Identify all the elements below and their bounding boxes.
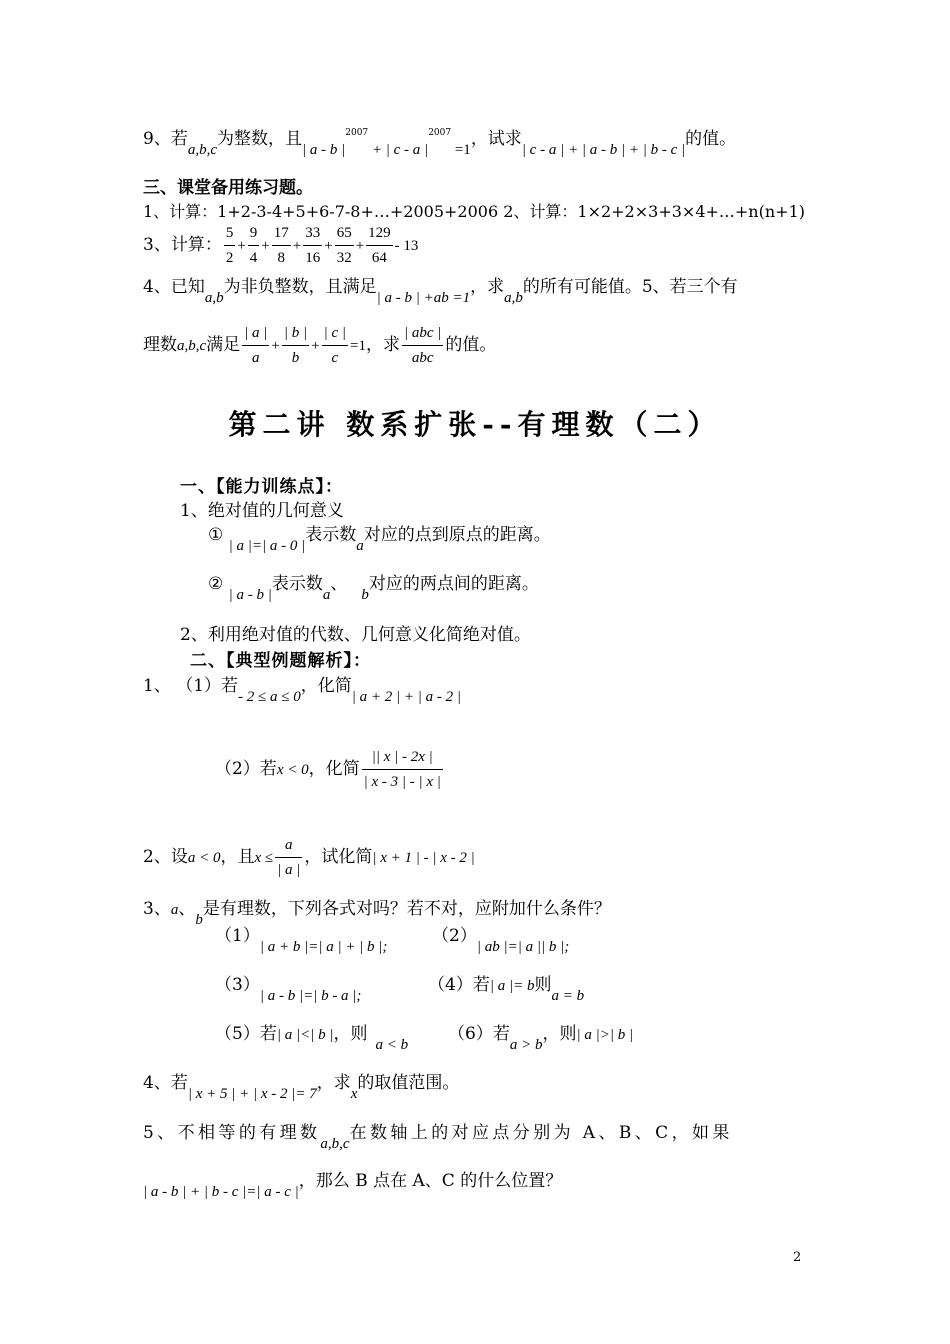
example-4-var: x [350, 1086, 358, 1102]
example-2-denominator: | a | [275, 857, 302, 881]
q3-fractions [222, 225, 395, 266]
example-5-equation: | a - b | + | b - c |=| a - c | [143, 1184, 299, 1200]
case-2-separator: 、 [330, 574, 348, 594]
example-1b-condition: x < 0 [276, 762, 309, 778]
example-1-condition: - 2 ≤ a ≤ 0 [238, 689, 301, 705]
circled-two-marker: ② [208, 574, 224, 594]
q5-label: 理数 [143, 335, 177, 355]
example-4 [143, 1072, 460, 1102]
section-3-q4 [143, 276, 738, 306]
example-2-condition: a < 0 [187, 850, 221, 866]
example-5-vars: a,b,c [320, 1136, 350, 1152]
problem-9-expression: | c - a | + | a - b | + | b - c | [521, 142, 686, 158]
problem-9-equals: =1 [451, 142, 471, 158]
e3-5-label: （5）若 [215, 1024, 277, 1044]
e3-5-then: ，则 [333, 1024, 368, 1044]
q5-plus-sign: + [311, 338, 320, 354]
example-1-expression: | a + 2 | + | a - 2 | [351, 689, 461, 705]
q4-tail: 的所有可能值。5、若三个有 [522, 277, 738, 297]
q4-vars-2: a,b [504, 290, 523, 306]
example-4-label: 4、若 [143, 1073, 188, 1093]
page-number: 2 [793, 1250, 802, 1265]
e3-4-then: 则 [534, 975, 552, 995]
e3-1-expression: | a + b |=| a | + | b |; [259, 939, 388, 955]
example-2-fraction [275, 834, 302, 881]
q5-fraction [282, 322, 309, 369]
e3-5-result: a < b [375, 1037, 409, 1053]
q5-text: 满足 [206, 335, 241, 355]
example-3-1 [215, 925, 388, 955]
example-3-var-a: a [170, 902, 179, 918]
e3-6-label: （6）若 [448, 1024, 510, 1044]
example-2-label: 2、设 [143, 847, 188, 867]
example-3-2 [432, 925, 570, 955]
problem-9-exponent: 2007 [345, 128, 369, 138]
part-1-item-1: 1、绝对值的几何意义 [180, 501, 344, 521]
example-5-label: 5、不相等的有理数 [143, 1123, 321, 1143]
example-2-text-2: ，试化简 [304, 847, 373, 867]
section-3-q3 [143, 222, 418, 269]
q4-equation: | a - b | +ab =1 [376, 290, 471, 306]
q3-label: 3、计算： [143, 235, 222, 255]
example-2-x-leq: x ≤ [254, 850, 274, 866]
example-1-text: ，化简 [300, 676, 352, 696]
e3-2-label: （2） [432, 926, 477, 946]
example-1b-label: （2）若 [215, 759, 277, 779]
q5-ask: ，求 [365, 335, 400, 355]
example-2-text: ，且 [220, 847, 255, 867]
example-1b-numerator: || x | - 2x | [371, 749, 433, 765]
q5-result-fraction [402, 322, 443, 369]
q5-fraction-numerator: | a | [244, 325, 268, 341]
example-2-expression: | x + 1 | - | x - 2 | [372, 850, 475, 866]
case-2-var-b: b [361, 587, 369, 603]
example-1b-fraction [362, 746, 443, 793]
q5-tail: 的值。 [445, 335, 497, 355]
example-4-equation: | x + 5 | + | x - 2 |= 7 [187, 1086, 317, 1102]
problem-9-label: 9、若 [143, 129, 188, 149]
problem-9-ask: ，试求 [470, 129, 522, 149]
e3-6-result: | a |>| b | [576, 1027, 634, 1043]
q3-fraction [224, 222, 236, 269]
q3-plus-sign: + [355, 238, 365, 254]
example-1-part-2 [215, 746, 445, 793]
q3-fraction-denominator: 8 [272, 245, 291, 269]
example-1b-denominator: | x - 3 | - | x | [362, 769, 443, 793]
q4-vars: a,b [204, 290, 224, 306]
example-3-5 [215, 1023, 409, 1053]
e3-4-condition: | a |= b [489, 978, 535, 994]
problem-9-line [143, 128, 737, 158]
example-5-line-2 [143, 1170, 563, 1200]
example-3-6 [448, 1023, 634, 1053]
example-3-separator: 、 [178, 899, 196, 919]
example-3 [143, 898, 611, 928]
part-1-case-1 [208, 524, 551, 554]
q5-result-numerator: | abc | [403, 325, 442, 341]
circled-one-marker: ① [208, 525, 224, 545]
problem-9-vars: a,b,c [187, 142, 217, 158]
case-2-expression: | a - b | [228, 587, 272, 603]
q3-fraction [272, 222, 291, 269]
q3-fraction [335, 222, 354, 269]
q5-fraction [242, 322, 269, 369]
example-1b-text: ，化简 [308, 759, 360, 779]
q4-text: 为非负整数，且满足 [223, 277, 377, 297]
section-3-q1: 1、计算：1+2-3-4+5+6-7-8+…+2005+2006 2、计算：1×2+2×3+3×4+…+n(n+1) [143, 202, 805, 221]
q3-plus-sign: + [261, 238, 270, 254]
case-1-expression: | a |=| a - 0 | [228, 538, 306, 554]
q5-fraction-denominator: a [242, 345, 269, 369]
q3-fraction-numerator: 9 [249, 225, 258, 241]
part-2-heading: 二、【典型例题解析】： [190, 651, 371, 671]
q3-fraction-numerator: 129 [368, 225, 391, 241]
case-2-var-a: a [322, 587, 331, 603]
case-2-tail: 对应的两点间的距离。 [368, 574, 539, 594]
q5-result-denominator: abc [402, 345, 443, 369]
q3-fraction [366, 222, 393, 269]
example-2-numerator: a [284, 837, 293, 853]
q5-fraction-denominator: b [282, 345, 309, 369]
q5-fraction-numerator: | c | [323, 325, 347, 341]
q4-ask: ，求 [470, 277, 505, 297]
q3-fraction-numerator: 17 [273, 225, 289, 241]
e3-1-label: （1） [215, 926, 260, 946]
example-1-label: 1、 （1）若 [143, 676, 239, 696]
q4-label: 4、已知 [143, 277, 205, 297]
problem-9-exponent-2: 2007 [428, 128, 452, 138]
q5-fractions [240, 325, 350, 366]
example-3-4 [428, 974, 585, 1004]
section-3-title: 三、课堂备用练习题。 [143, 178, 313, 198]
q3-fraction-denominator: 16 [303, 245, 322, 269]
q5-fraction [322, 322, 348, 369]
q3-fraction-denominator: 32 [335, 245, 354, 269]
example-5-ask: ，那么 B 点在 A、C 的什么位置？ [298, 1171, 563, 1191]
example-4-tail: 的取值范围。 [357, 1073, 460, 1093]
e3-4-result: a = b [551, 988, 585, 1004]
q5-fraction-denominator: c [322, 345, 348, 369]
q3-fraction [303, 222, 322, 269]
example-3-text: 是有理数，下列各式对吗？若不对，应附加什么条件？ [202, 899, 611, 919]
q3-plus-sign: + [292, 238, 302, 254]
problem-9-term-a: | a - b | [302, 142, 346, 158]
lecture-title: 第二讲 数系扩张--有理数（二） [228, 408, 722, 441]
e3-3-expression: | a - b |=| b - a |; [259, 988, 362, 1004]
example-5 [143, 1122, 733, 1152]
part-1-heading: 一、【能力训练点】： [180, 477, 343, 497]
q3-plus-sign: + [324, 238, 333, 254]
problem-9-text: 为整数，且 [217, 129, 302, 149]
example-3-label: 3、 [143, 899, 171, 919]
problem-9-term-b: + | c - a | [368, 142, 429, 158]
q3-fraction-denominator: 64 [366, 245, 393, 269]
case-1-var: a [356, 538, 364, 554]
case-2-text: 表示数 [271, 574, 323, 594]
q3-fraction-numerator: 5 [225, 225, 234, 241]
example-5-text: 在数轴上的对应点分别为 A、B、C，如果 [349, 1123, 733, 1143]
q5-equals: =1 [350, 338, 366, 354]
example-4-ask: ，求 [316, 1073, 351, 1093]
case-1-tail: 对应的点到原点的距离。 [363, 525, 551, 545]
case-1-text: 表示数 [305, 525, 357, 545]
q3-fraction-numerator: 33 [305, 225, 321, 241]
q5-plus-sign: + [271, 338, 280, 354]
e3-4-label: （4）若 [428, 975, 490, 995]
q3-fraction-denominator: 2 [224, 245, 236, 269]
e3-5-condition: | a |<| b | [276, 1027, 334, 1043]
q3-fraction-denominator: 4 [248, 245, 260, 269]
q3-plus-sign: + [237, 238, 246, 254]
example-2 [143, 834, 475, 881]
e3-3-label: （3） [215, 975, 260, 995]
q5-fraction-numerator: | b | [283, 325, 308, 341]
q3-tail: - 13 [394, 238, 419, 254]
e3-6-condition: a > b [509, 1037, 543, 1053]
example-3-3 [215, 974, 362, 1004]
example-1 [143, 675, 461, 705]
part-1-case-2 [208, 573, 539, 603]
q3-fraction [248, 222, 260, 269]
q3-fraction-numerator: 65 [336, 225, 352, 241]
example-3-var-b: b [195, 912, 203, 928]
part-1-item-2: 2、利用绝对值的代数、几何意义化简绝对值。 [180, 625, 531, 645]
e3-2-expression: | ab |=| a || b |; [476, 939, 570, 955]
e3-6-then: ，则 [542, 1024, 577, 1044]
section-3-q5 [143, 322, 496, 369]
problem-9-tail: 的值。 [685, 129, 737, 149]
q5-vars: a,b,c [177, 338, 207, 354]
